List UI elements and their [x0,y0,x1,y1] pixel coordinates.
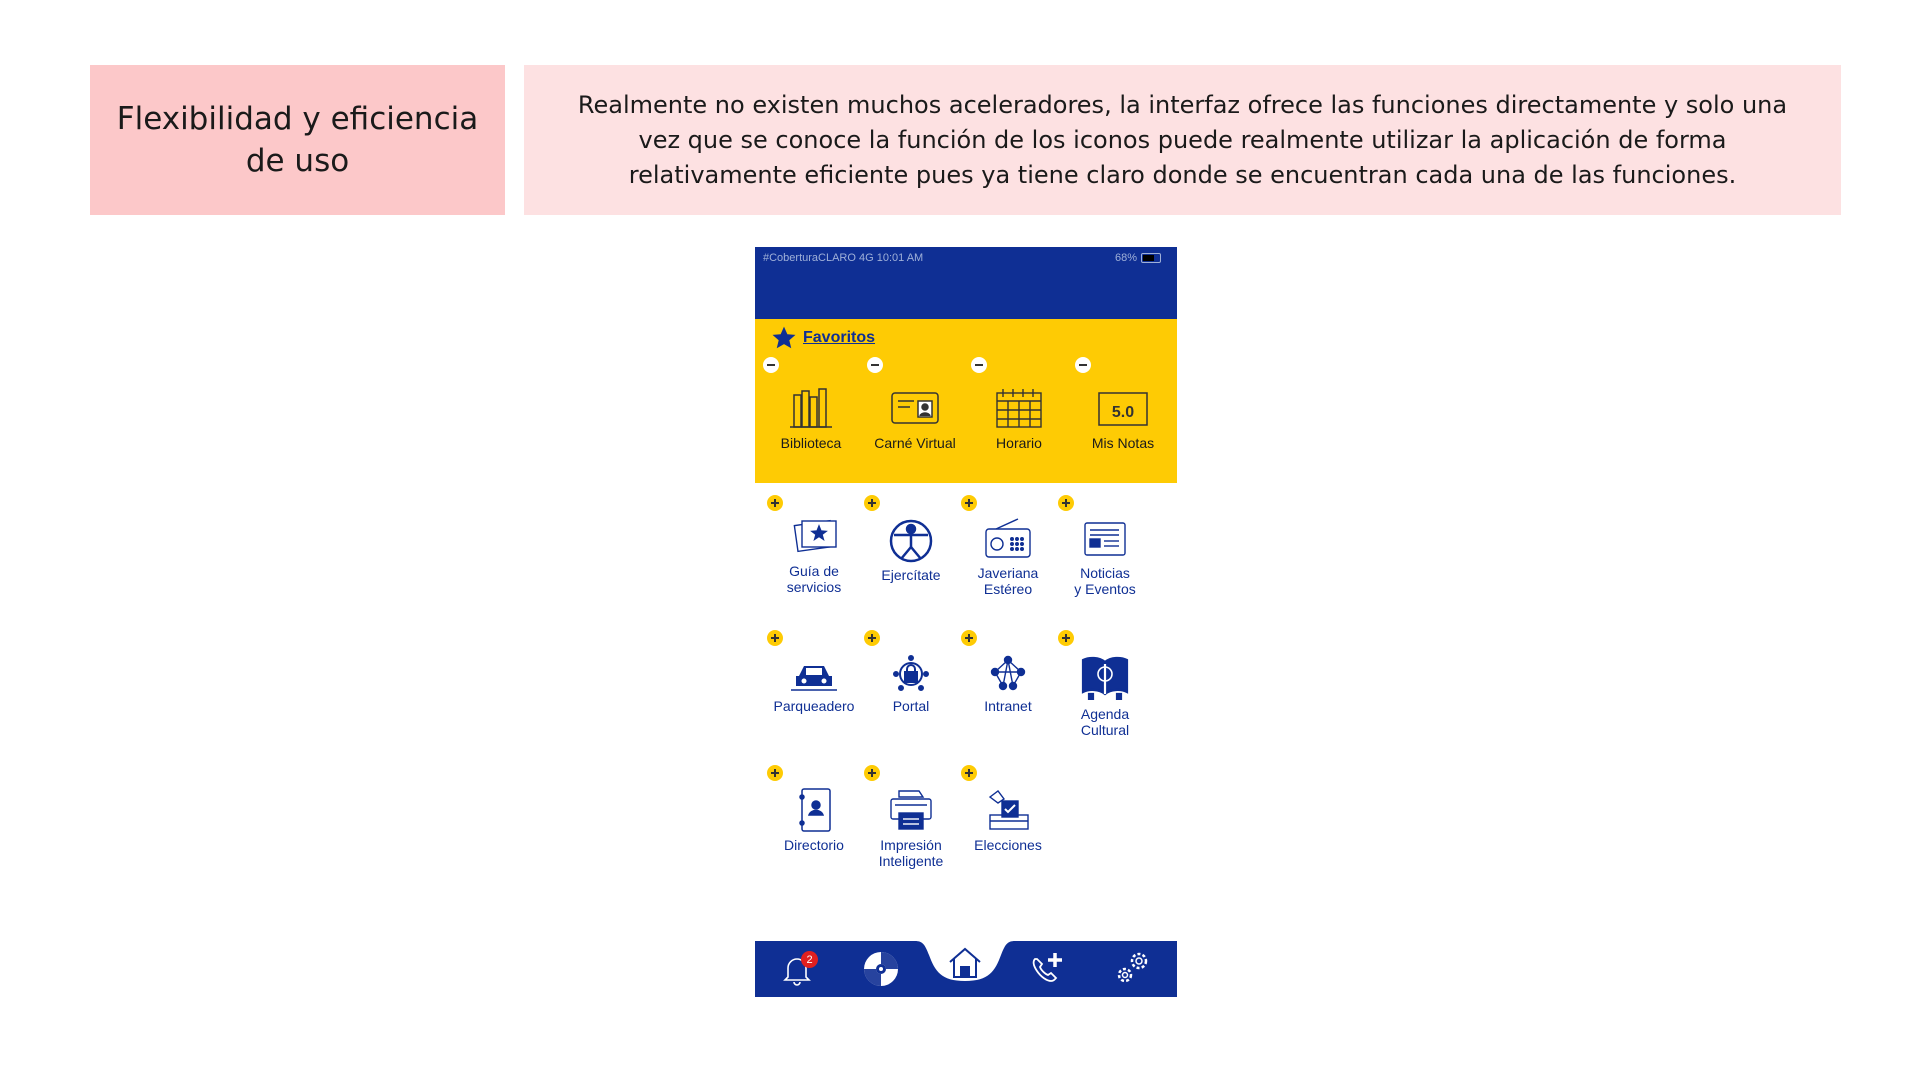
id-card-icon [888,385,942,431]
network-icon [983,652,1033,694]
add-favorite-button[interactable] [1058,495,1074,511]
app-noticias-eventos[interactable] [1055,517,1155,597]
app-portal[interactable] [861,652,961,714]
app-javeriana-estereo[interactable] [958,517,1058,597]
app-ejercitate[interactable] [861,517,961,583]
status-carrier: #CoberturaCLARO 4G 10:01 AM [763,252,924,264]
add-favorite-button[interactable] [767,495,783,511]
star-icon [771,325,797,351]
add-favorite-button[interactable] [961,765,977,781]
radio-icon [982,517,1034,561]
directory-icon [790,787,838,833]
add-favorite-button[interactable] [864,495,880,511]
app-label: Guía de servicios [786,563,842,595]
add-favorite-button[interactable] [1058,630,1074,646]
heuristic-description: Realmente no existen muchos aceleradores, la interfaz ofrece las funciones directamente y solo una vez que se conoce la función de los iconos puede realmente utilizar la aplicación de forma relativamente eficiente pues ya tiene claro donde se encuentran cada una de las funciones. [524,65,1841,215]
favorite-label: Mis Notas [1091,435,1155,451]
add-favorite-button[interactable] [864,765,880,781]
app-label: Intranet [984,698,1032,714]
phone-screenshot [755,247,1177,997]
favorite-biblioteca[interactable] [761,385,861,451]
vitruvian-icon [886,517,936,563]
app-guia-servicios[interactable] [764,517,864,595]
remove-favorite-button[interactable] [867,357,883,373]
favorites-panel [755,319,1177,483]
car-icon [787,652,841,694]
calendar-icon [993,385,1045,431]
app-impresion-inteligente[interactable] [861,787,961,869]
status-bar [755,247,1177,319]
add-favorite-button[interactable] [961,630,977,646]
app-label: Elecciones [974,837,1042,853]
home-icon [946,945,984,981]
portal-icon [886,652,936,694]
bottom-tab-bar [755,941,1177,997]
heuristic-title: Flexibilidad y eficiencia de uso [90,65,505,215]
tab-media[interactable] [851,941,911,997]
status-battery [1115,252,1161,264]
remove-favorite-button[interactable] [1075,357,1091,373]
tab-emergency[interactable] [1017,941,1077,997]
app-label: Directorio [784,837,844,853]
disc-icon [861,949,901,989]
add-favorite-button[interactable] [767,630,783,646]
app-label: Impresión Inteligente [878,837,944,869]
tab-home[interactable] [935,935,995,991]
remove-favorite-button[interactable] [763,357,779,373]
newspaper-icon [1079,517,1131,561]
app-label: Javeriana Estéreo [977,565,1039,597]
emergency-call-icon [1027,949,1067,989]
add-favorite-button[interactable] [864,630,880,646]
ballot-icon [982,787,1034,833]
remove-favorite-button[interactable] [971,357,987,373]
tab-notifications[interactable] [767,941,827,997]
app-elecciones[interactable] [958,787,1058,853]
app-intranet[interactable] [958,652,1058,714]
app-label: Ejercítate [881,567,941,583]
favorites-header [771,325,875,351]
app-label: Noticias y Eventos [1074,565,1136,597]
add-favorite-button[interactable] [961,495,977,511]
settings-icon [1110,949,1152,989]
notification-badge: 2 [801,951,818,968]
favorite-label: Carné Virtual [874,435,956,451]
books-icon [786,385,836,431]
printer-icon [885,787,937,833]
app-agenda-cultural[interactable] [1055,652,1155,738]
battery-level: 68% [1114,252,1137,264]
service-guide-icon [786,517,842,559]
app-directorio[interactable] [764,787,864,853]
app-label: Portal [892,698,930,714]
favorite-horario[interactable] [969,385,1069,451]
favorites-title[interactable]: Favoritos [803,329,876,346]
favorite-label: Biblioteca [780,435,842,451]
app-label: Parqueadero [773,698,855,714]
culture-book-icon [1077,652,1133,702]
grade-icon [1097,385,1149,431]
battery-icon [1141,253,1161,263]
grade-value: 5.0 [1111,404,1135,421]
favorite-label: Horario [996,435,1042,451]
favorite-carne-virtual[interactable] [865,385,965,451]
tab-settings[interactable] [1101,941,1161,997]
add-favorite-button[interactable] [767,765,783,781]
favorite-mis-notas[interactable] [1073,385,1173,451]
app-parqueadero[interactable] [764,652,864,714]
app-label: Agenda Cultural [1080,706,1130,738]
